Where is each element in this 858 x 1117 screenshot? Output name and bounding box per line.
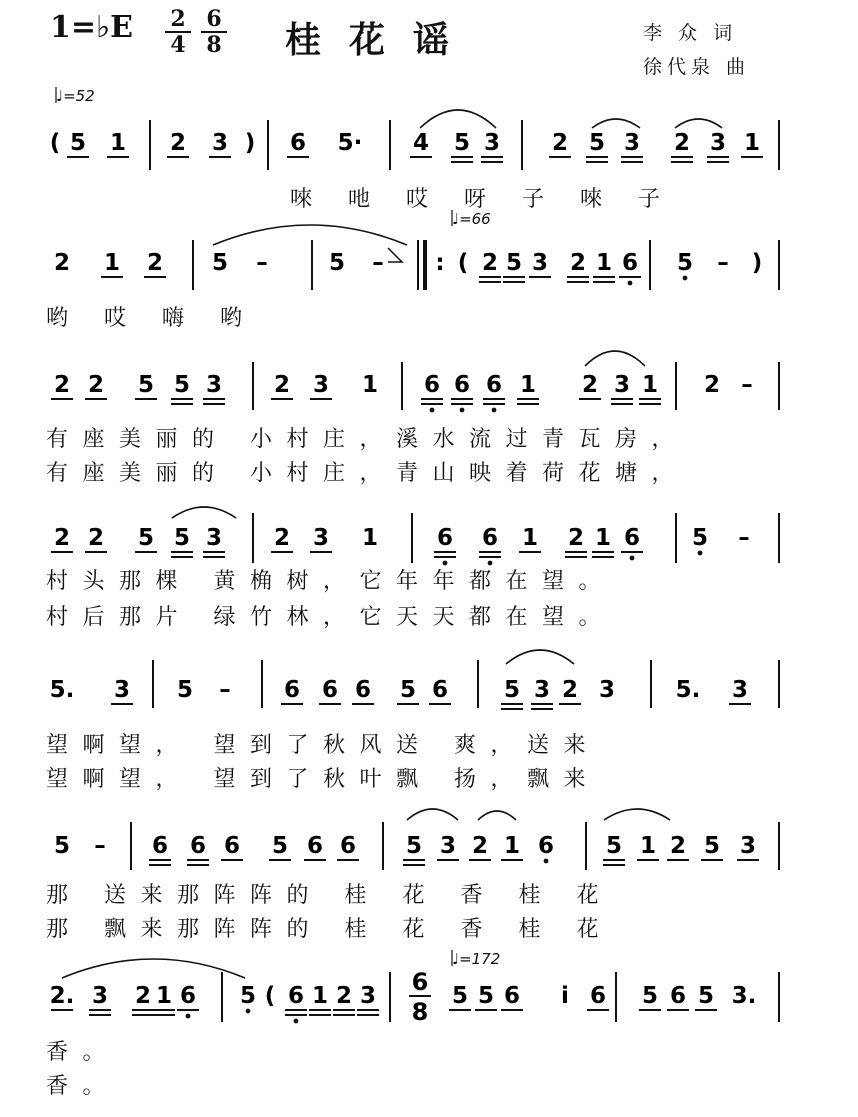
note-3-17: – <box>741 372 753 398</box>
note-6-6: 5 <box>271 833 289 859</box>
note-2-9: ( <box>457 250 469 276</box>
note-7-18: 6 <box>669 983 687 1009</box>
note-7-19: 5 <box>697 983 715 1009</box>
meter-bottom: 8 <box>206 32 222 58</box>
note-7-15: i <box>561 983 569 1009</box>
note-2-18: ) <box>751 250 763 276</box>
note-5-1: 5. <box>49 677 75 703</box>
note-7-11: 3 <box>359 983 377 1009</box>
note-2-5: – <box>256 250 268 276</box>
note-7-9: 1 <box>311 983 329 1009</box>
note-7-12: 5 <box>451 983 469 1009</box>
slur <box>172 507 236 518</box>
note-4-8: 1 <box>361 525 379 551</box>
note-1-15: 2 <box>673 130 691 156</box>
note-3-16: 2 <box>703 372 721 398</box>
note-1-13: 5 <box>588 130 606 156</box>
note-2-14: 1 <box>595 250 613 276</box>
note-4-12: 2 <box>567 525 585 551</box>
note-1-16: 3 <box>709 130 727 156</box>
note-1-7: 6 <box>289 130 307 156</box>
note-4-14: 6 <box>623 525 641 551</box>
note-6-13: 6 <box>537 833 555 859</box>
note-4-5: 3 <box>205 525 223 551</box>
octave-dot <box>430 408 435 413</box>
note-5-7: 6 <box>354 677 372 703</box>
note-7-13: 5 <box>477 983 495 1009</box>
note-6-4: 6 <box>189 833 207 859</box>
note-3-5: 3 <box>205 372 223 398</box>
note-1-5: 3 <box>211 130 229 156</box>
note-3-2: 2 <box>87 372 105 398</box>
note-6-9: 5 <box>405 833 423 859</box>
note-6-11: 2 <box>471 833 489 859</box>
note-5-13: 3 <box>598 677 616 703</box>
note-5-10: 5 <box>503 677 521 703</box>
note-2-1: 2 <box>53 250 71 276</box>
note-4-13: 1 <box>594 525 612 551</box>
note-2-15: 6 <box>621 250 639 276</box>
note-1-11: 3 <box>483 130 501 156</box>
note-2-17: – <box>717 250 729 276</box>
note-2-13: 2 <box>569 250 587 276</box>
inline-meter-top: 6 <box>411 968 429 996</box>
note-5-5: 6 <box>283 677 301 703</box>
note-1-14: 3 <box>623 130 641 156</box>
slur <box>585 351 645 366</box>
note-4-9: 6 <box>436 525 454 551</box>
note-7-20: 3. <box>731 983 757 1009</box>
note-1-17: 1 <box>743 130 761 156</box>
note-4-7: 3 <box>312 525 330 551</box>
note-6-15: 1 <box>639 833 657 859</box>
note-3-15: 1 <box>641 372 659 398</box>
note-4-4: 5 <box>173 525 191 551</box>
octave-dot <box>630 556 635 561</box>
note-2-16: 5 <box>676 250 694 276</box>
lyrics-line-7-verse-2: 香。 <box>46 1074 120 1099</box>
note-5-15: 3 <box>731 677 749 703</box>
note-3-8: 1 <box>361 372 379 398</box>
note-6-17: 5 <box>703 833 721 859</box>
note-2-11: 5 <box>505 250 523 276</box>
note-6-16: 2 <box>669 833 687 859</box>
note-7-1: 2. <box>49 983 75 1009</box>
note-5-9: 6 <box>431 677 449 703</box>
note-7-8: 6 <box>287 983 305 1009</box>
note-7-5: 6 <box>179 983 197 1009</box>
tempo-mark-1: ♩=52 <box>56 87 95 105</box>
slur <box>506 650 574 664</box>
note-5-8: 5 <box>399 677 417 703</box>
note-2-2: 1 <box>103 250 121 276</box>
note-6-12: 1 <box>503 833 521 859</box>
meter-top: 2 <box>170 6 186 32</box>
octave-dot <box>492 408 497 413</box>
note-6-14: 5 <box>605 833 623 859</box>
note-1-3: 1 <box>109 130 127 156</box>
note-3-11: 6 <box>485 372 503 398</box>
note-4-3: 5 <box>137 525 155 551</box>
note-7-6: 5 <box>239 983 257 1009</box>
note-7-14: 6 <box>503 983 521 1009</box>
note-4-16: – <box>738 525 750 551</box>
octave-dot <box>488 561 493 566</box>
slur <box>592 119 640 128</box>
note-1-6: ) <box>244 130 256 156</box>
note-6-18: 3 <box>739 833 757 859</box>
meter-bottom: 4 <box>170 32 186 58</box>
note-2-8: : <box>435 250 445 276</box>
slur <box>604 809 670 820</box>
note-1-2: 5 <box>69 130 87 156</box>
note-6-5: 6 <box>223 833 241 859</box>
note-7-3: 2 <box>134 983 152 1009</box>
note-3-4: 5 <box>173 372 191 398</box>
slur <box>213 225 407 245</box>
octave-dot <box>246 1009 251 1014</box>
lyrics-line-7-verse-1: 香。 <box>46 1040 120 1065</box>
note-5-6: 6 <box>321 677 339 703</box>
note-5-14: 5. <box>675 677 701 703</box>
note-1-1: ( <box>49 130 61 156</box>
note-5-2: 3 <box>113 677 131 703</box>
meter-top: 6 <box>206 6 222 32</box>
octave-dot <box>544 859 549 864</box>
note-3-6: 2 <box>273 372 291 398</box>
note-6-7: 6 <box>306 833 324 859</box>
note-1-10: 5 <box>453 130 471 156</box>
lyrics-line-5-verse-1: 望啊望， 望到了秋风送 爽，送来 <box>46 733 600 758</box>
note-5-11: 3 <box>533 677 551 703</box>
octave-dot <box>443 561 448 566</box>
note-7-2: 3 <box>91 983 109 1009</box>
note-5-12: 2 <box>561 677 579 703</box>
lyrics-line-6-verse-2: 那 飘来那阵阵的 桂 花 香 桂 花 <box>46 917 613 942</box>
note-5-4: – <box>219 677 231 703</box>
slur <box>62 959 245 978</box>
lyrics-line-3-verse-1: 有座美丽的 小村庄，溪水流过青瓦房， <box>46 427 688 452</box>
lyrics-line-2: 哟 哎 嗨 哟 <box>46 306 257 331</box>
slur <box>478 811 516 820</box>
song-title: 桂花谣 <box>285 20 478 61</box>
note-1-4: 2 <box>169 130 187 156</box>
octave-dot <box>460 408 465 413</box>
octave-dot <box>186 1014 191 1019</box>
notation-glyphs <box>50 130 763 1026</box>
note-1-12: 2 <box>551 130 569 156</box>
note-4-11: 1 <box>521 525 539 551</box>
note-7-16: 6 <box>589 983 607 1009</box>
lyrics-line-4-verse-2: 村后那片 绿竹林，它天天都在望。 <box>46 605 615 630</box>
note-6-10: 3 <box>439 833 457 859</box>
note-6-3: 6 <box>151 833 169 859</box>
lyrics-line-1: 唻 吔 哎 呀 子 唻 子 <box>290 187 675 212</box>
note-7-17: 5 <box>641 983 659 1009</box>
note-3-14: 3 <box>613 372 631 398</box>
lyrics-line-4-verse-1: 村头那棵 黄桷树，它年年都在望。 <box>46 569 615 594</box>
note-3-9: 6 <box>423 372 441 398</box>
note-7-4: 1 <box>155 983 173 1009</box>
octave-dot <box>698 551 703 556</box>
note-3-13: 2 <box>581 372 599 398</box>
note-1-9: 4 <box>412 130 430 156</box>
note-4-15: 5 <box>691 525 709 551</box>
note-6-8: 6 <box>339 833 357 859</box>
notation-lines <box>51 87 779 1022</box>
note-7-7: ( <box>264 983 276 1009</box>
note-4-6: 2 <box>273 525 291 551</box>
note-2-3: 2 <box>146 250 164 276</box>
note-2-12: 3 <box>531 250 549 276</box>
note-2-10: 2 <box>481 250 499 276</box>
note-2-4: 5 <box>211 250 229 276</box>
tempo-mark-2: ♩=66 <box>452 210 491 228</box>
inline-meter-bottom: 8 <box>411 998 429 1026</box>
lyrics-line-6-verse-1: 那 送来那阵阵的 桂 花 香 桂 花 <box>46 883 613 908</box>
note-4-10: 6 <box>481 525 499 551</box>
lyricist-credit: 李 众 词 <box>643 22 738 44</box>
note-3-7: 3 <box>312 372 330 398</box>
lyrics-line-3-verse-2: 有座美丽的 小村庄，青山映着荷花塘， <box>46 461 688 486</box>
note-7-10: 2 <box>335 983 353 1009</box>
note-3-10: 6 <box>453 372 471 398</box>
note-3-3: 5 <box>137 372 155 398</box>
octave-dot <box>683 276 688 281</box>
note-2-7: – <box>372 250 384 276</box>
composer-credit: 徐代泉 曲 <box>643 56 751 78</box>
note-6-2: – <box>94 833 106 859</box>
breath-arrow <box>388 248 402 262</box>
slur <box>675 119 722 128</box>
note-5-3: 5 <box>176 677 194 703</box>
slur <box>420 110 496 128</box>
note-4-1: 2 <box>53 525 71 551</box>
note-2-6: 5 <box>328 250 346 276</box>
note-1-8: 5· <box>337 130 363 156</box>
tempo-mark-3: ♩=172 <box>452 950 501 968</box>
note-6-1: 5 <box>53 833 71 859</box>
key-signature: 1=♭E <box>50 10 134 45</box>
lyrics-line-5-verse-2: 望啊望， 望到了秋叶飘 扬，飘来 <box>46 767 600 792</box>
note-3-1: 2 <box>53 372 71 398</box>
octave-dot <box>294 1019 299 1024</box>
slur <box>407 809 458 820</box>
note-4-2: 2 <box>87 525 105 551</box>
octave-dot <box>628 281 633 286</box>
note-3-12: 1 <box>519 372 537 398</box>
